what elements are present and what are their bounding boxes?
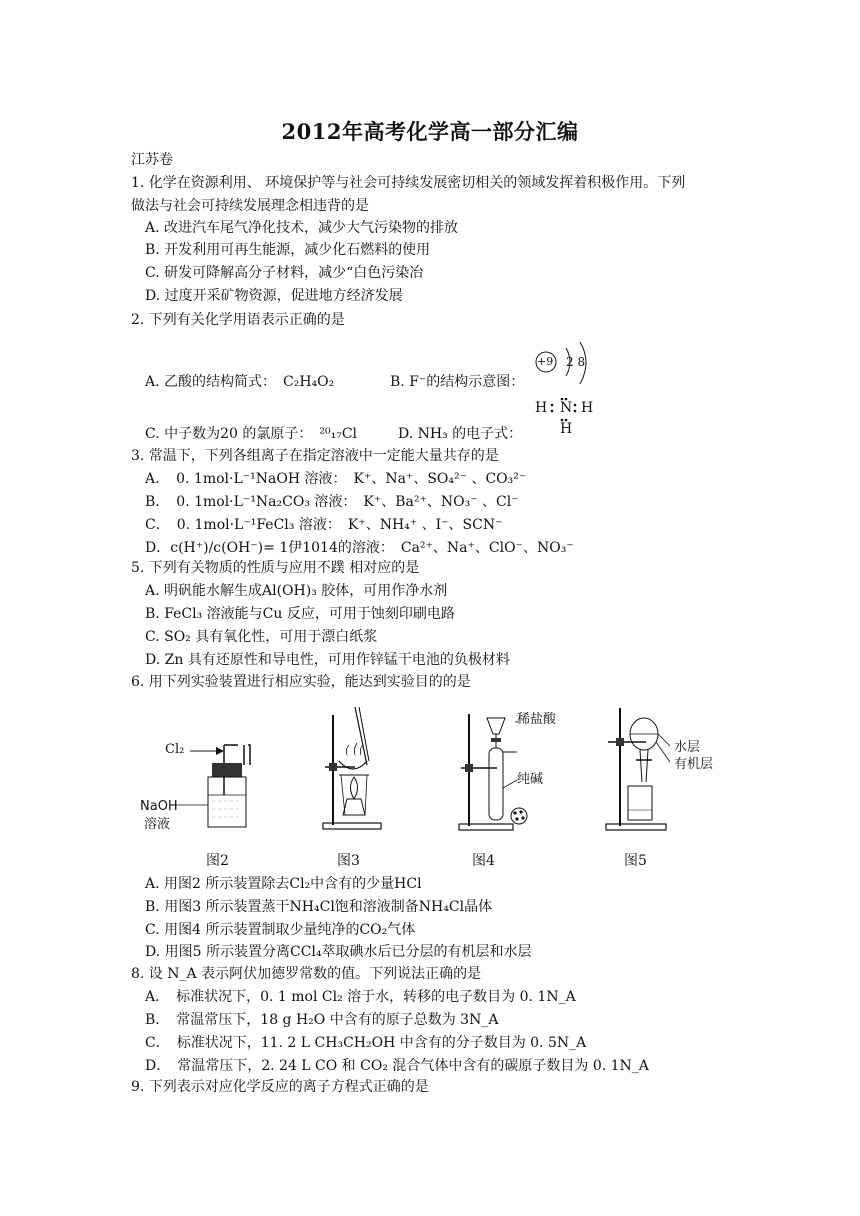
fig2-gas-label: Cl₂: [165, 742, 185, 757]
q8-option-d: D． 常温常压下，2. 24 L CO 和 CO₂ 混合气体中含有的碳原子数目为 0. 1N_A: [145, 1058, 649, 1074]
q5-option-a: A. 明矾能水解生成Al(OH)₃ 胶体，可用作净水剂: [145, 583, 448, 599]
nh3-h-right: H: [581, 400, 594, 416]
q2-option-a: A. 乙酸的结构简式： C₂H₄O₂: [145, 374, 335, 390]
q5-option-c: C. SO₂ 具有氧化性，可用于漂白纸浆: [145, 629, 378, 645]
q8-option-b: B． 常温常压下，18 g H₂O 中含有的原子总数为 3N_A: [145, 1012, 499, 1028]
question-1-stem: 1. 化学在资源利用、 环境保护等与社会可持续发展密切相关的领域发挥着积极作用。下列: [131, 175, 686, 191]
q6-option-d: D. 用图5 所示装置分离CCl₄萃取碘水后已分层的有机层和水层: [145, 944, 532, 960]
figure-caption: 图4: [472, 853, 495, 869]
page-title: 2012年高考化学高一部分汇编: [281, 119, 579, 144]
fig5-organic-label: 有机层: [674, 757, 714, 772]
q3-option-b: B． 0. 1mol·L⁻¹Na₂CO₃ 溶液： K⁺、Ba²⁺、NO₃⁻ 、Cl⁻: [145, 494, 519, 510]
nh3-n: N: [560, 400, 573, 416]
q1-option-a: A. 改进汽车尾气净化技术，减少大气污染物的排放: [145, 220, 459, 236]
q8-option-a: A． 标准状况下，0. 1 mol Cl₂ 溶于水，转移的电子数目为 0. 1N_A: [145, 989, 576, 1005]
q5-option-d: D. Zn 具有还原性和导电性，可用作锌锰干电池的负极材料: [145, 652, 510, 668]
question-5-stem: 5. 下列有关物质的性质与应用不蹼 相对应的是: [131, 560, 420, 576]
question-3-stem: 3. 常温下，下列各组离子在指定溶液中一定能大量共存的是: [131, 448, 499, 464]
q6-option-b: B. 用图3 所示装置蒸干NH₄Cl饱和溶液制备NH₄Cl晶体: [145, 899, 493, 915]
figure-caption: 图3: [337, 853, 360, 869]
q2-option-c: C. 中子数为20 的氯原子： ²⁰₁₇Cl: [145, 426, 358, 442]
fig2-solution-label-1: NaOH: [140, 799, 178, 814]
section-label: 江苏卷: [131, 152, 173, 168]
question-2-stem: 2. 下列有关化学用语表示正确的是: [131, 312, 345, 328]
figure-caption: 图5: [624, 853, 647, 869]
figure-5-separatory-funnel: [600, 702, 680, 834]
q2-option-d: D. NH₃ 的电子式：: [398, 426, 523, 442]
q3-option-d: D．c(H⁺)/c(OH⁻)= 1伊1014的溶液： Ca²⁺、Na⁺、ClO⁻、NO₃⁻: [145, 540, 574, 556]
nh3-h-left: H: [535, 400, 548, 416]
q8-option-c: C． 标准状况下，11. 2 L CH₃CH₂OH 中含有的分子数目为 0. 5N_A: [145, 1035, 587, 1051]
q1-option-c: C. 研发可降解高分子材料，减少“白色污染冶: [145, 265, 424, 281]
fig4-acid-label: 稀盐酸: [517, 712, 557, 727]
q1-option-d: D. 过度开采矿物资源，促进地方经济发展: [145, 288, 403, 304]
fig2-solution-label-2: 溶液: [144, 817, 171, 832]
question-9-stem: 9. 下列表示对应化学反应的离子方程式正确的是: [131, 1079, 429, 1095]
nucleus-charge: +9: [537, 355, 554, 368]
fig5-water-label: 水层: [674, 740, 701, 755]
figure-caption: 图2: [206, 853, 229, 869]
question-6-stem: 6. 用下列实验装置进行相应实验，能达到实验目的的是: [131, 674, 471, 690]
question-1-stem-cont: 做法与社会可持续发展理念相违背的是: [131, 198, 369, 214]
q3-option-a: A． 0. 1mol·L⁻¹NaOH 溶液： K⁺、Na⁺、SO₄²⁻ 、CO₃²⁻: [145, 471, 527, 487]
q1-option-b: B. 开发利用可再生能源，减少化石燃料的使用: [145, 242, 431, 258]
q6-option-a: A. 用图2 所示装置除去Cl₂中含有的少量HCl: [145, 876, 422, 892]
q6-option-c: C. 用图4 所示装置制取少量纯净的CO₂气体: [145, 922, 416, 938]
nh3-h-bottom: H: [560, 421, 573, 437]
question-8-stem: 8. 设 N_A 表示阿伏加德罗常数的值。下列说法正确的是: [131, 966, 482, 982]
fig4-base-label: 纯碱: [517, 772, 544, 787]
electron-shells: 2 8: [566, 355, 586, 369]
figure-3-evaporation: [315, 705, 385, 835]
q3-option-c: C． 0. 1mol·L⁻¹FeCl₃ 溶液： K⁺、NH₄⁺ 、I⁻、SCN⁻: [145, 517, 503, 533]
nh3-electron-dots: [548, 398, 588, 424]
q2-option-b: B. F⁻的结构示意图：: [390, 374, 525, 390]
q5-option-b: B. FeCl₃ 溶液能与Cu 反应，可用于蚀刻印刷电路: [145, 606, 455, 622]
